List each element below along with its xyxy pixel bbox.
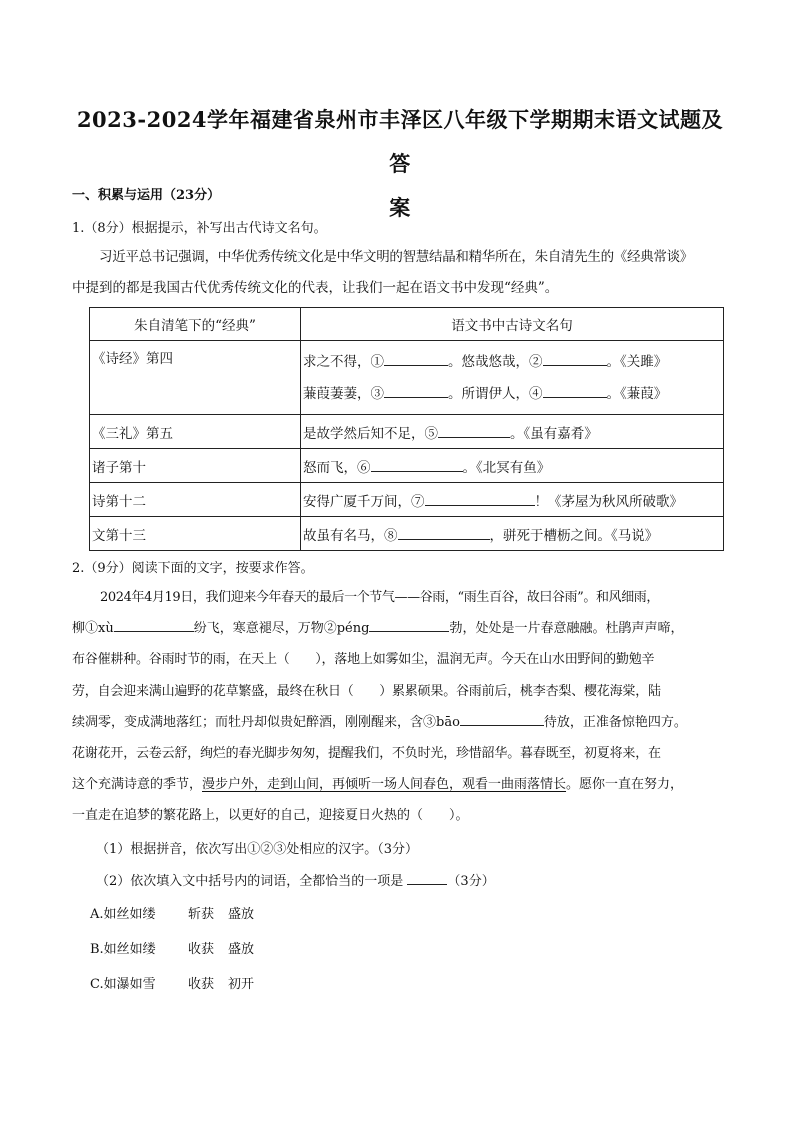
table-header-right: 语文书中古诗文名句 [301,308,724,341]
table-row [90,483,724,517]
option-phrase: 斩获 [188,907,215,922]
verse-text: 怒而飞，⑥ [303,459,371,476]
sub-question-text: （2）依次填入文中括号内的词语，全都恰当的一项是 [96,874,404,889]
verse-line [303,346,721,378]
option-b[interactable] [90,938,254,957]
passage-text: 柳①xù [72,621,114,637]
option-a[interactable] [90,903,254,922]
option-phrase: 收获 [188,977,215,992]
source-text: 。《关雎》 [606,353,668,370]
question-2-passage [72,582,724,832]
verse-text: 蒹葭萋萋，③ [303,385,384,402]
row-content [301,341,724,415]
verse-text: 求之不得，① [303,353,384,370]
table-row [90,415,724,449]
passage-line [72,613,724,644]
table-row [90,449,724,483]
sub-question-1: （1）根据拼音，依次写出①②③处相应的汉字。（3分） [96,842,419,857]
option-phrase: 初开 [228,977,255,992]
table-header-left: 朱自清笔下的“经典” [90,308,301,341]
pinyin-blank-3[interactable] [460,711,544,726]
row-label: 《诗经》第四 [90,341,301,415]
passage-text: 这个充满诗意的季节， [72,777,203,793]
choice-answer-blank[interactable] [407,870,447,885]
verse-text: 故虽有名马，⑧ [303,527,398,544]
passage-line: 2024年4月19日，我们迎来今年春天的最后一个节气——谷雨，“雨生百谷，故曰谷雨”。和风细雨， [100,590,659,605]
intro-line-1: 习近平总书记强调，中华优秀传统文化是中华文明的智慧结晶和精华所在，朱自清先生的《经典常谈》 [99,249,693,265]
verse-text: 。悠哉悠哉，② [448,353,543,370]
answer-blank-5[interactable] [438,423,510,438]
passage-text: 纷飞，寒意褪尽，万物②péng [193,621,370,637]
option-phrase: 收获 [188,942,215,957]
passage-line: 布谷催耕种。谷雨时节的雨，在天上（ ），落地上如雾如尘，温润无声。今天在山水田野间的勤勉辛 [72,652,655,668]
passage-text: 勃，处处是一片春意融融。杜鹃声声啼， [449,621,684,637]
answer-blank-2[interactable] [543,351,607,366]
row-label: 诗第十二 [90,483,301,517]
row-content [301,517,724,551]
answer-blank-1[interactable] [384,351,448,366]
row-label: 《三礼》第五 [90,415,301,449]
row-content [301,483,724,517]
classics-table [89,307,724,551]
sub-question-2 [96,870,495,889]
passage-line [72,707,724,738]
verse-line [303,378,721,410]
source-text: 。《北冥有鱼》 [462,459,551,476]
section-heading: 一、积累与运用（23分） [72,188,221,203]
source-text: ，骈死于槽枥之间。《马说》 [489,527,659,544]
passage-line: 一直走在追梦的繁花路上，以更好的自己，迎接夏日火热的（ ）。 [72,808,469,824]
question-1-stem: 1.（8分）根据提示，补写出古代诗文名句。 [72,221,327,236]
sub-question-points: （3分） [447,874,495,889]
question-1-intro [72,242,724,304]
source-text: 。《蒹葭》 [606,385,668,402]
underlined-sentence: 漫步户外，走到山间，再倾听一场人间春色，观看一曲雨落情长 [202,777,567,793]
verse-text: 安得广厦千万间，⑦ [303,493,425,510]
option-c[interactable] [90,973,254,992]
table-header-row [90,308,724,341]
option-phrase: 盛放 [228,907,255,922]
passage-text: 。愿你一直在努力， [566,777,684,793]
answer-blank-3[interactable] [384,383,448,398]
table-row [90,341,724,415]
title-line-2: 案 [389,195,411,220]
answer-blank-8[interactable] [398,525,490,540]
passage-text: 待放，正准备惊艳四方。 [543,714,687,730]
question-2-stem: 2.（9分）阅读下面的文字，按要求作答。 [72,561,314,576]
pinyin-blank-2[interactable] [369,617,449,632]
source-text: 。《虽有嘉肴》 [510,425,598,442]
option-phrase: C.如瀑如雪 [90,977,156,992]
title-line-1: 2023-2024学年福建省泉州市丰泽区八年级下学期期末语文试题及答 [76,107,724,176]
row-content [301,415,724,449]
verse-text: 是故学然后知不足，⑤ [303,425,438,442]
passage-line: 劳，自会迎来满山遍野的花草繁盛，最终在秋日（ ）累累硕果。谷雨前后，桃李杏梨、樱花海棠，陆 [72,683,661,699]
row-label: 诸子第十 [90,449,301,483]
passage-line [72,769,724,800]
row-content [301,449,724,483]
answer-blank-6[interactable] [371,457,463,472]
verse-text: 。所谓伊人，④ [448,385,543,402]
answer-blank-7[interactable] [425,491,535,506]
document-title [70,98,730,230]
answer-blank-4[interactable] [543,383,607,398]
option-phrase: A.如丝如缕 [90,907,156,922]
passage-line: 花谢花开，云卷云舒，绚烂的春光脚步匆匆，提醒我们，不负时光，珍惜韶华。暮春既至，初夏将来，在 [72,746,661,762]
row-label: 文第十三 [90,517,301,551]
option-phrase: 盛放 [228,942,255,957]
intro-line-2: 中提到的都是我国古代优秀传统文化的代表，让我们一起在语文书中发现“经典”。 [72,280,559,296]
pinyin-blank-1[interactable] [114,617,194,632]
table-row [90,517,724,551]
option-phrase: B.如丝如缕 [90,942,156,957]
passage-text: 续凋零，变成满地落红；而牡丹却似贵妃醉酒，刚刚醒来，含③bāo [72,714,460,730]
source-text: ！《茅屋为秋风所破歌》 [534,493,683,510]
